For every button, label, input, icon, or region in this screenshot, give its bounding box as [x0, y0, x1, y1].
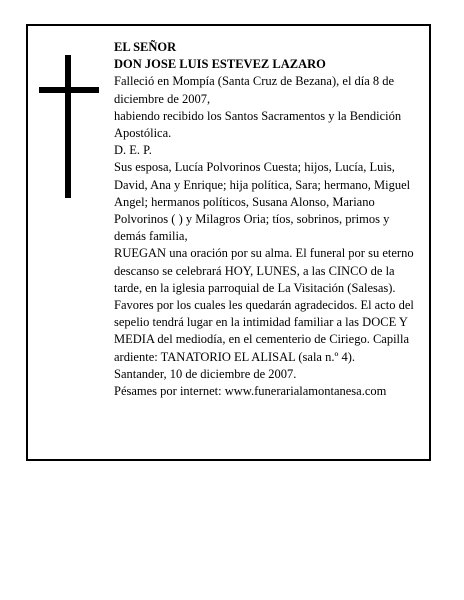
cross-icon — [39, 55, 99, 198]
notice-title-line2: DON JOSE LUIS ESTEVEZ LAZARO — [114, 57, 326, 72]
funeral-paragraph: RUEGAN una oración por su alma. El funeral por su eterno descanso se celebrará HOY, LUNES, a las CINCO de la tarde, en la iglesia parroquial de La Visitación (Salesas). Favores por los cuales les quedarán agradecidos. El acto del sepelio tendrá lugar en la intimidad familiar a las DOCE Y MEDIA del mediodía, en el cementerio de Ciriego. Capilla ardiente: TANATORIO EL ALISAL (sala n.º 4). — [114, 246, 414, 364]
cross-vertical-bar — [65, 55, 71, 198]
cross-horizontal-bar — [39, 87, 99, 93]
notice-text — [114, 39, 414, 400]
obituary-notice — [26, 24, 431, 461]
family-paragraph: Sus esposa, Lucía Polvorinos Cuesta; hijos, Lucía, Luis, David, Ana y Enrique; hija política, Sara; hermano, Miguel Angel; hermanos políticos, Susana Alonso, Mariano Polvorinos ( ) y Milagros Oria; tíos, sobrinos, primos y demás familia, — [114, 160, 411, 244]
condolences-line: Pésames por internet: www.funerarialamontanesa.com — [114, 384, 387, 399]
rip-line: D. E. P. — [114, 143, 152, 158]
notice-title-line1: EL SEÑOR — [114, 40, 177, 54]
place-date-line: Santander, 10 de diciembre de 2007. — [114, 366, 297, 381]
sacraments-line: habiendo recibido los Santos Sacramentos y la Bendición Apostólica. — [114, 108, 402, 141]
death-announcement: Falleció en Mompía (Santa Cruz de Bezana), el día 8 de diciembre de 2007, — [114, 74, 395, 106]
